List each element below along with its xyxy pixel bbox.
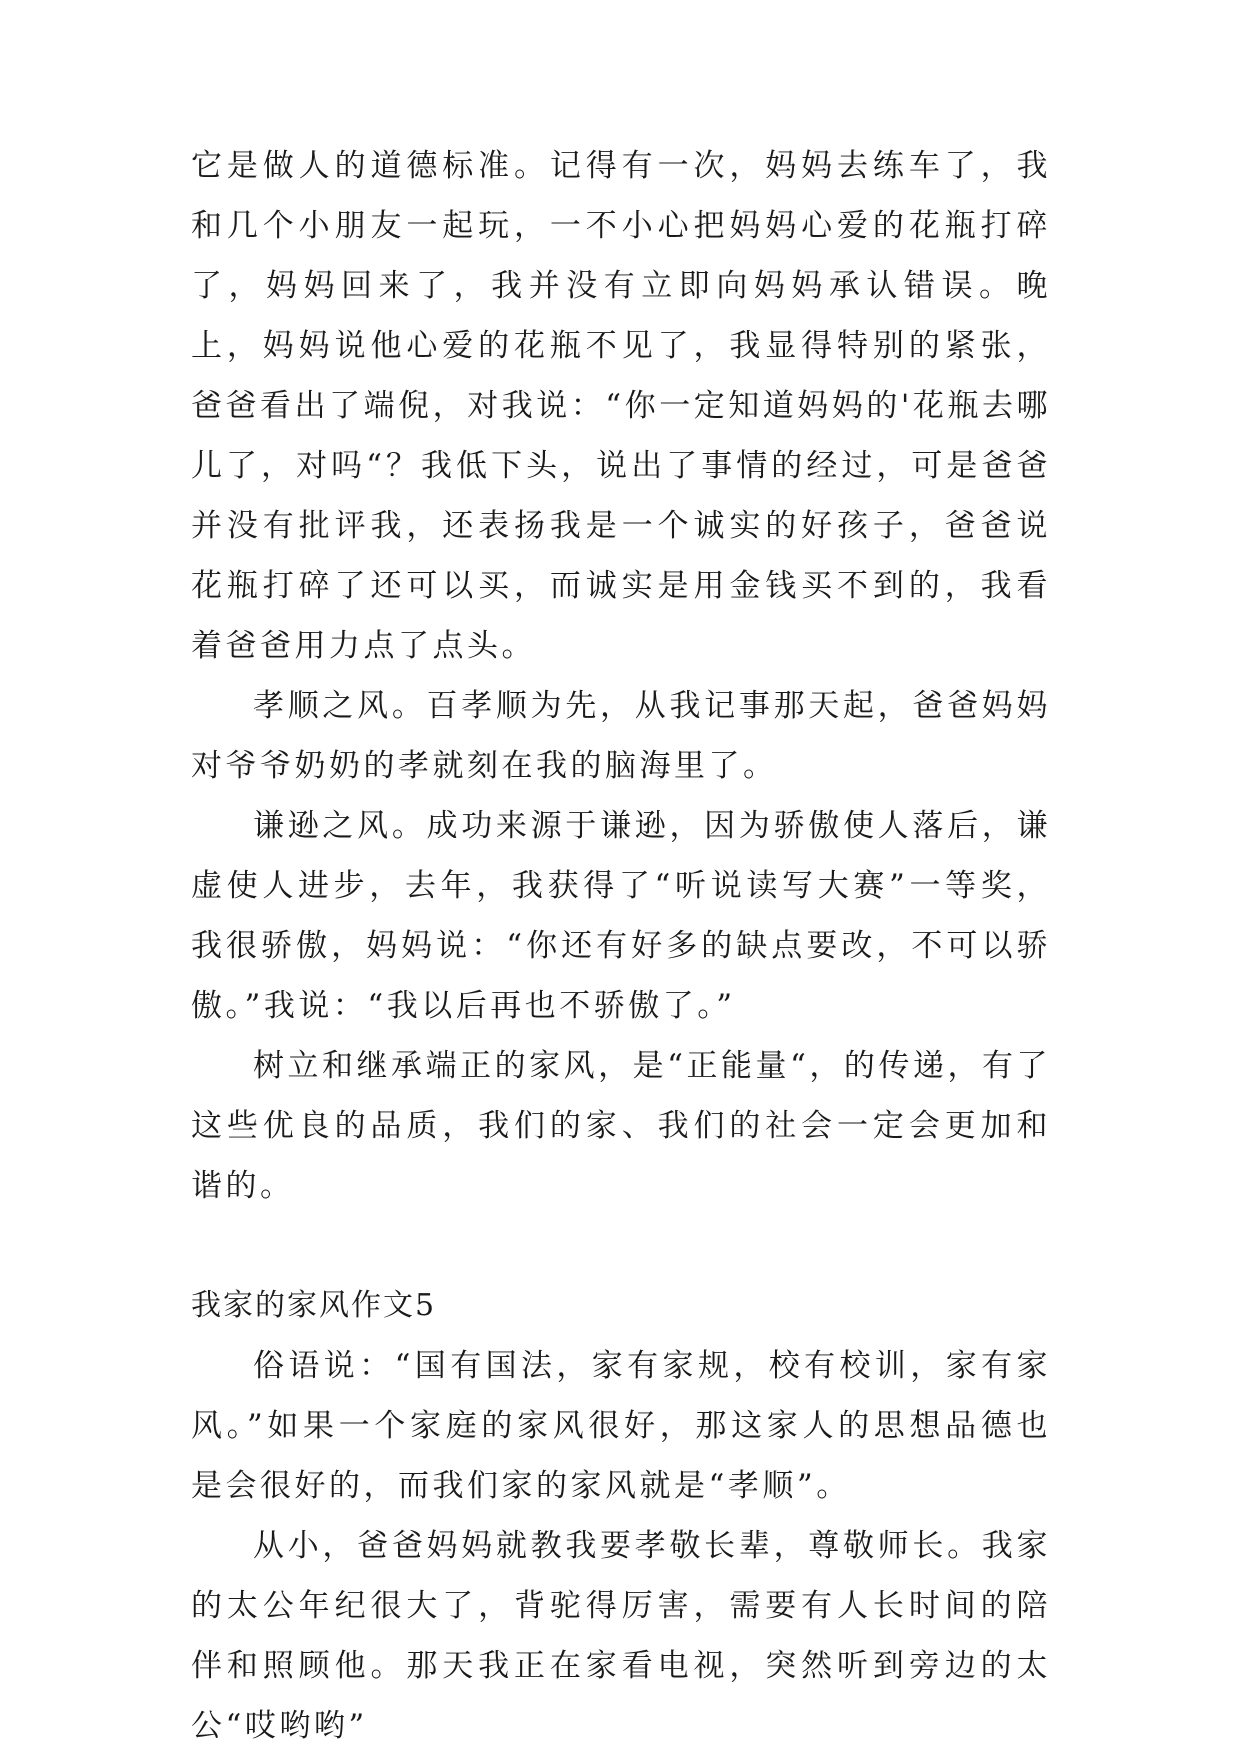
- document-body: [191, 136, 1051, 1756]
- paragraph-conclusion: 树立和继承端正的家风，是“正能量“，的传递，有了这些优良的品质，我们的家、我们的社会一定会更加和谐的。: [191, 1048, 1051, 1204]
- section-title: 我家的家风作文5: [191, 1288, 437, 1323]
- section-spacer: [191, 1216, 1051, 1276]
- paragraph-honesty-story: 它是做人的道德标准。记得有一次，妈妈去练车了，我和几个小朋友一起玩，一不小心把妈妈心爱的花瓶打碎了，妈妈回来了，我并没有立即向妈妈承认错误。晚上，妈妈说他心爱的花瓶不见了，我显得特别的紧张，爸爸看出了端倪，对我说：“你一定知道妈妈的'花瓶去哪儿了，对吗“？我低下头，说出了事情的经过，可是爸爸并没有批评我，还表扬我是一个诚实的好孩子，爸爸说花瓶打碎了还可以买，而诚实是用金钱买不到的，我看着爸爸用力点了点头。: [191, 148, 1051, 664]
- paragraph-modesty: 谦逊之风。成功来源于谦逊，因为骄傲使人落后，谦虚使人进步，去年，我获得了“听说读写大赛”一等奖，我很骄傲，妈妈说：“你还有好多的缺点要改，不可以骄傲。”我说：“我以后再也不骄傲了。”: [191, 808, 1051, 1024]
- paragraph-great-grandfather: 从小，爸爸妈妈就教我要孝敬长辈，尊敬师长。我家的太公年纪很大了，背驼得厉害，需要有人长时间的陪伴和照顾他。那天我正在家看电视，突然听到旁边的太公“哎哟哟”: [191, 1528, 1051, 1744]
- paragraph-proverb: 俗语说：“国有国法，家有家规，校有校训，家有家风。”如果一个家庭的家风很好，那这家人的思想品德也是会很好的，而我们家的家风就是“孝顺”。: [191, 1348, 1051, 1504]
- paragraph-filial-piety: 孝顺之风。百孝顺为先，从我记事那天起，爸爸妈妈对爷爷奶奶的孝就刻在我的脑海里了。: [191, 688, 1051, 784]
